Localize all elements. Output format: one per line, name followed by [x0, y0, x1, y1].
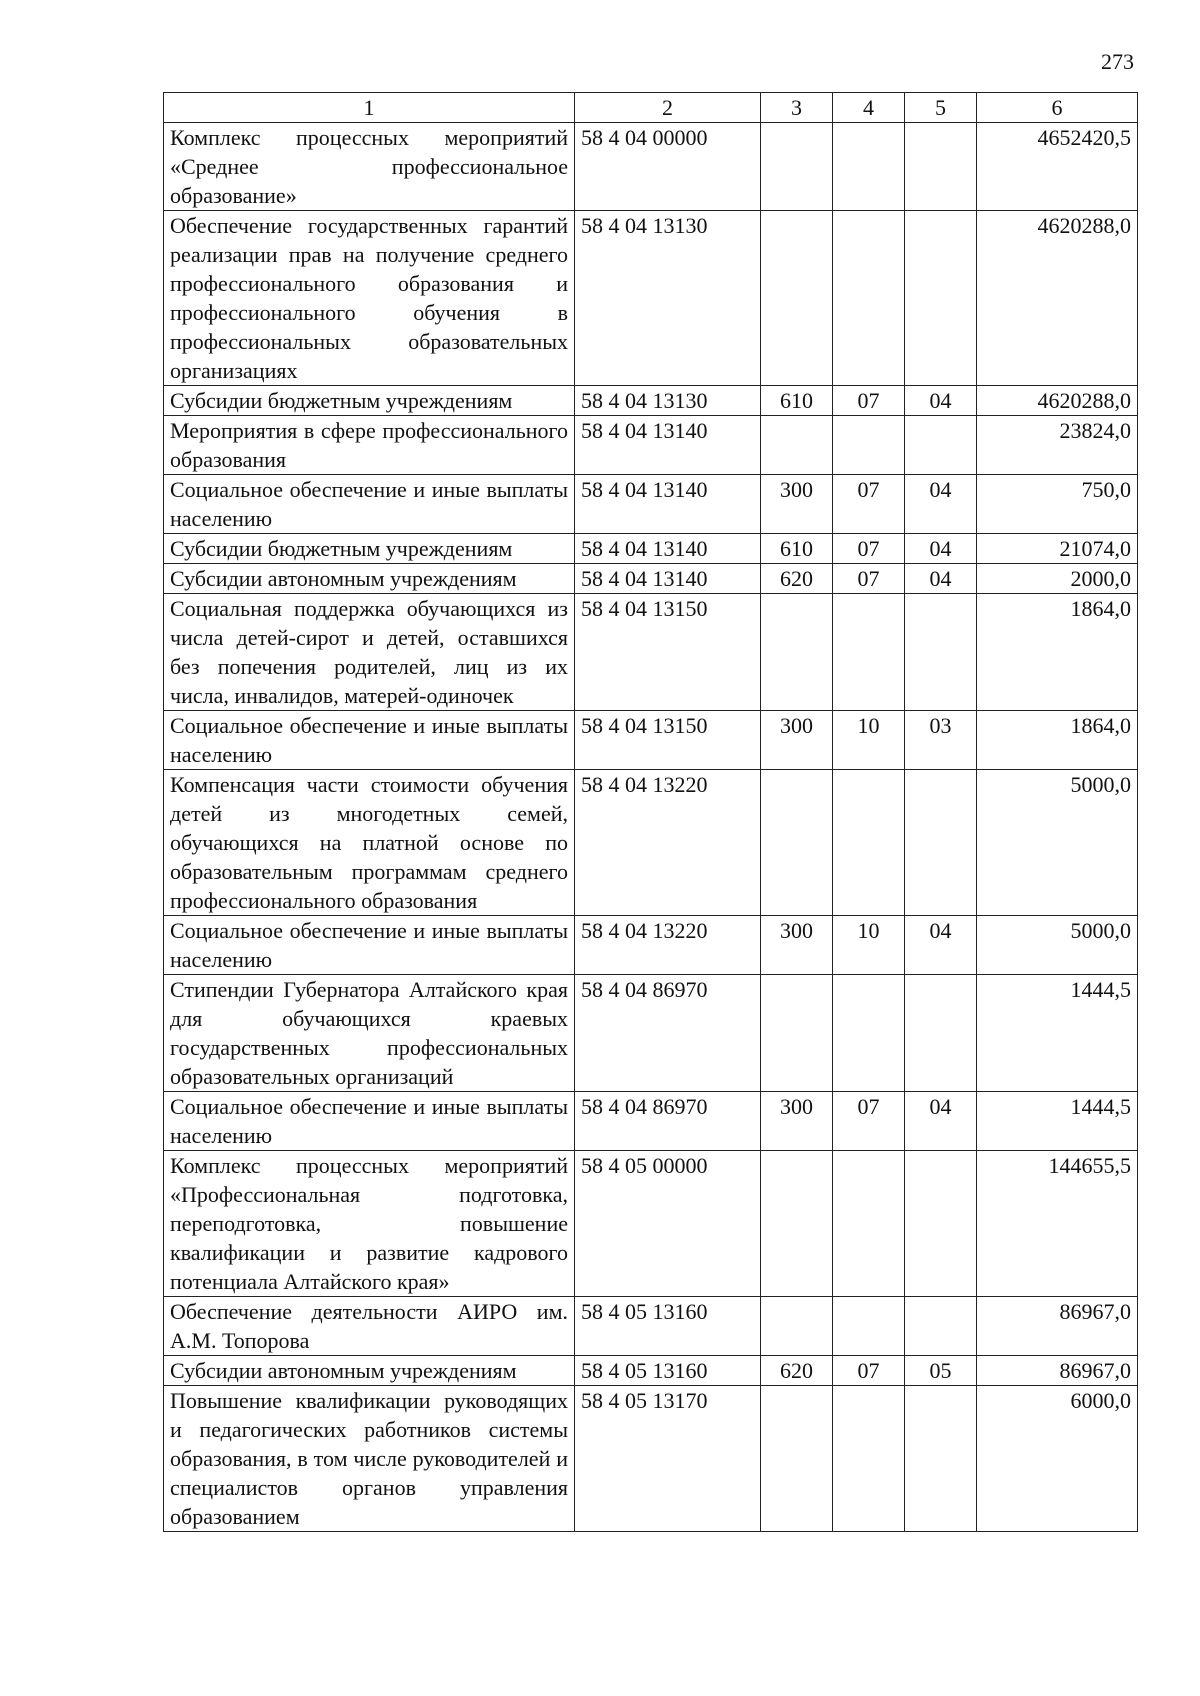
row-amount-cell: 4652420,5 — [977, 123, 1138, 211]
table-row — [164, 534, 1138, 564]
column-header-3: 3 — [761, 93, 833, 123]
row-name-cell: Мероприятия в сфере профессионального образования — [164, 416, 575, 475]
page-number: 273 — [1101, 49, 1134, 74]
row-code-cell: 58 4 05 13170 — [575, 1386, 761, 1532]
row-col4-cell: 07 — [833, 475, 905, 534]
row-col3-cell: 610 — [761, 534, 833, 564]
row-name-cell: Субсидии бюджетным учреждениям — [164, 534, 575, 564]
column-header-6: 6 — [977, 93, 1138, 123]
row-col3-cell — [761, 975, 833, 1092]
row-col5-cell: 04 — [905, 564, 977, 594]
row-name-cell: Социальное обеспечение и иные выплаты населению — [164, 711, 575, 770]
table-row — [164, 475, 1138, 534]
row-amount-cell: 86967,0 — [977, 1356, 1138, 1386]
row-col5-cell — [905, 1151, 977, 1297]
row-col4-cell: 10 — [833, 916, 905, 975]
table-row — [164, 416, 1138, 475]
row-name-cell: Обеспечение государственных гарантий реализации прав на получение среднего профессионального образования и профессионального обучения в профессиональных образовательных организациях — [164, 211, 575, 386]
row-code-cell: 58 4 04 13220 — [575, 916, 761, 975]
row-col3-cell — [761, 1297, 833, 1356]
row-amount-cell: 86967,0 — [977, 1297, 1138, 1356]
table-row — [164, 594, 1138, 711]
row-code-cell: 58 4 04 13150 — [575, 594, 761, 711]
row-name-cell: Комплекс процессных мероприятий «Профессиональная подготовка, переподготовка, повышение квалификации и развитие кадрового потенциала Алтайского края» — [164, 1151, 575, 1297]
row-col4-cell: 07 — [833, 564, 905, 594]
row-col4-cell: 07 — [833, 1356, 905, 1386]
table-body — [164, 123, 1138, 1532]
row-col4-cell — [833, 594, 905, 711]
row-col3-cell — [761, 416, 833, 475]
row-code-cell: 58 4 04 86970 — [575, 1092, 761, 1151]
row-col5-cell — [905, 123, 977, 211]
row-col3-cell: 620 — [761, 564, 833, 594]
row-col5-cell — [905, 211, 977, 386]
row-code-cell: 58 4 04 13140 — [575, 475, 761, 534]
row-name-cell: Субсидии бюджетным учреждениям — [164, 386, 575, 416]
table-row — [164, 564, 1138, 594]
row-col4-cell — [833, 975, 905, 1092]
row-col4-cell — [833, 1386, 905, 1532]
row-code-cell: 58 4 05 13160 — [575, 1356, 761, 1386]
table-row — [164, 711, 1138, 770]
row-col3-cell: 300 — [761, 1092, 833, 1151]
row-col4-cell — [833, 123, 905, 211]
column-header-4: 4 — [833, 93, 905, 123]
row-col4-cell: 07 — [833, 534, 905, 564]
budget-table — [163, 92, 1138, 1532]
row-col3-cell — [761, 1386, 833, 1532]
row-name-cell: Обеспечение деятельности АИРО им. А.М. Топорова — [164, 1297, 575, 1356]
row-amount-cell: 4620288,0 — [977, 211, 1138, 386]
table-row — [164, 1386, 1138, 1532]
row-amount-cell: 5000,0 — [977, 770, 1138, 916]
row-code-cell: 58 4 04 13140 — [575, 564, 761, 594]
row-name-cell: Социальная поддержка обучающихся из числа детей-сирот и детей, оставшихся без попечения родителей, лиц из их числа, инвалидов, матерей-одиночек — [164, 594, 575, 711]
row-name-cell: Стипендии Губернатора Алтайского края для обучающихся краевых государственных профессиональных образовательных организаций — [164, 975, 575, 1092]
row-col3-cell — [761, 594, 833, 711]
row-amount-cell: 750,0 — [977, 475, 1138, 534]
row-name-cell: Комплекс процессных мероприятий «Среднее профессиональное образование» — [164, 123, 575, 211]
row-amount-cell: 144655,5 — [977, 1151, 1138, 1297]
row-col4-cell — [833, 1151, 905, 1297]
row-amount-cell: 6000,0 — [977, 1386, 1138, 1532]
table-row — [164, 975, 1138, 1092]
row-col4-cell: 10 — [833, 711, 905, 770]
row-amount-cell: 4620288,0 — [977, 386, 1138, 416]
row-col5-cell: 04 — [905, 386, 977, 416]
row-amount-cell: 1444,5 — [977, 1092, 1138, 1151]
row-col5-cell — [905, 1386, 977, 1532]
row-col5-cell: 03 — [905, 711, 977, 770]
table-row — [164, 1356, 1138, 1386]
row-amount-cell: 2000,0 — [977, 564, 1138, 594]
row-col4-cell — [833, 770, 905, 916]
row-col5-cell: 04 — [905, 1092, 977, 1151]
row-code-cell: 58 4 04 13220 — [575, 770, 761, 916]
row-amount-cell: 1864,0 — [977, 711, 1138, 770]
table-row — [164, 1151, 1138, 1297]
row-col5-cell: 04 — [905, 475, 977, 534]
row-code-cell: 58 4 05 00000 — [575, 1151, 761, 1297]
row-col5-cell — [905, 594, 977, 711]
row-col4-cell — [833, 211, 905, 386]
row-name-cell: Социальное обеспечение и иные выплаты населению — [164, 475, 575, 534]
row-col3-cell: 300 — [761, 916, 833, 975]
row-code-cell: 58 4 05 13160 — [575, 1297, 761, 1356]
table-header — [164, 93, 1138, 123]
row-name-cell: Повышение квалификации руководящих и педагогических работников системы образования, в том числе руководителей и специалистов органов управления образованием — [164, 1386, 575, 1532]
row-col3-cell: 300 — [761, 711, 833, 770]
row-amount-cell: 21074,0 — [977, 534, 1138, 564]
row-code-cell: 58 4 04 13130 — [575, 211, 761, 386]
row-col5-cell: 04 — [905, 534, 977, 564]
row-col4-cell: 07 — [833, 386, 905, 416]
row-amount-cell: 5000,0 — [977, 916, 1138, 975]
row-col5-cell — [905, 416, 977, 475]
row-col5-cell — [905, 1297, 977, 1356]
row-col3-cell — [761, 211, 833, 386]
row-col4-cell — [833, 416, 905, 475]
row-col3-cell: 610 — [761, 386, 833, 416]
row-amount-cell: 23824,0 — [977, 416, 1138, 475]
row-code-cell: 58 4 04 00000 — [575, 123, 761, 211]
row-name-cell: Социальное обеспечение и иные выплаты населению — [164, 916, 575, 975]
row-amount-cell: 1864,0 — [977, 594, 1138, 711]
row-name-cell: Компенсация части стоимости обучения детей из многодетных семей, обучающихся на платной основе по образовательным программам среднего профессионального образования — [164, 770, 575, 916]
row-code-cell: 58 4 04 86970 — [575, 975, 761, 1092]
table-row — [164, 123, 1138, 211]
row-col4-cell — [833, 1297, 905, 1356]
row-col3-cell — [761, 1151, 833, 1297]
table-row — [164, 1092, 1138, 1151]
row-col5-cell: 04 — [905, 916, 977, 975]
row-col3-cell — [761, 770, 833, 916]
column-header-2: 2 — [575, 93, 761, 123]
table-row — [164, 1297, 1138, 1356]
row-amount-cell: 1444,5 — [977, 975, 1138, 1092]
row-col3-cell: 620 — [761, 1356, 833, 1386]
column-header-5: 5 — [905, 93, 977, 123]
row-code-cell: 58 4 04 13140 — [575, 416, 761, 475]
row-col5-cell — [905, 770, 977, 916]
row-code-cell: 58 4 04 13130 — [575, 386, 761, 416]
table-row — [164, 211, 1138, 386]
row-col5-cell: 05 — [905, 1356, 977, 1386]
row-col3-cell: 300 — [761, 475, 833, 534]
row-name-cell: Субсидии автономным учреждениям — [164, 1356, 575, 1386]
row-code-cell: 58 4 04 13150 — [575, 711, 761, 770]
header-row — [164, 93, 1138, 123]
table-row — [164, 386, 1138, 416]
column-header-1: 1 — [164, 93, 575, 123]
row-col5-cell — [905, 975, 977, 1092]
table-row — [164, 770, 1138, 916]
row-col4-cell: 07 — [833, 1092, 905, 1151]
row-col3-cell — [761, 123, 833, 211]
row-name-cell: Субсидии автономным учреждениям — [164, 564, 575, 594]
row-code-cell: 58 4 04 13140 — [575, 534, 761, 564]
row-name-cell: Социальное обеспечение и иные выплаты населению — [164, 1092, 575, 1151]
table-row — [164, 916, 1138, 975]
